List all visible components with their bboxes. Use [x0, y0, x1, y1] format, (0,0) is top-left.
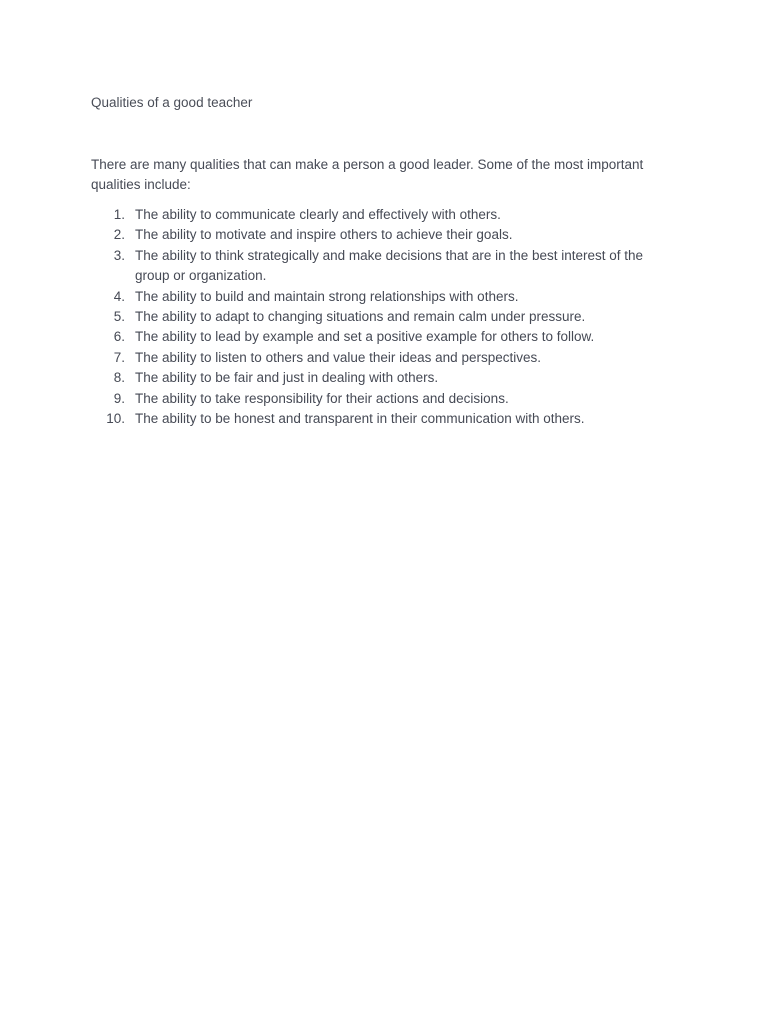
- document-title: Qualities of a good teacher: [91, 95, 253, 110]
- list-item-text: The ability to think strategically and make decisions that are in the best interest of the group or organization.: [135, 247, 644, 284]
- intro-paragraph: There are many qualities that can make a person a good leader. Some of the most important qualities include:: [91, 157, 644, 192]
- list-item: [91, 205, 681, 225]
- list-item-number: 9.: [113, 390, 125, 406]
- list-item: [91, 409, 681, 429]
- list-item-text: The ability to take responsibility for their actions and decisions.: [135, 390, 509, 406]
- list-item-text: The ability to communicate clearly and effectively with others.: [135, 207, 501, 222]
- list-item: [91, 327, 681, 347]
- list-item: [91, 246, 681, 287]
- list-item-text: The ability to lead by example and set a positive example for others to follow.: [135, 329, 595, 345]
- list-item-number: 8.: [113, 370, 125, 386]
- list-item: [91, 348, 681, 368]
- list-item-text: The ability to adapt to changing situations and remain calm under pressure.: [135, 309, 586, 325]
- list-item: [91, 225, 681, 245]
- list-item-number: 4.: [113, 288, 125, 304]
- list-item-number: 3.: [113, 247, 125, 263]
- list-item-text: The ability to build and maintain strong relationships with others.: [135, 288, 519, 304]
- list-item-number: 7.: [113, 349, 125, 365]
- list-item: [91, 368, 681, 388]
- list-item: [91, 389, 681, 409]
- list-item-number: 5.: [113, 309, 125, 325]
- list-item-number: 2.: [113, 227, 125, 243]
- qualities-list: [91, 205, 681, 429]
- list-item-text: The ability to be fair and just in dealing with others.: [135, 370, 439, 386]
- list-item-number: 10.: [106, 411, 125, 427]
- list-item-text: The ability to motivate and inspire others to achieve their goals.: [135, 227, 513, 243]
- list-item-text: The ability to listen to others and value their ideas and perspectives.: [135, 349, 541, 365]
- list-item-number: 1.: [113, 207, 125, 222]
- list-item: [91, 307, 681, 327]
- list-item: [91, 287, 681, 307]
- list-item-number: 6.: [113, 329, 125, 345]
- list-item-text: The ability to be honest and transparent in their communication with others.: [135, 411, 585, 427]
